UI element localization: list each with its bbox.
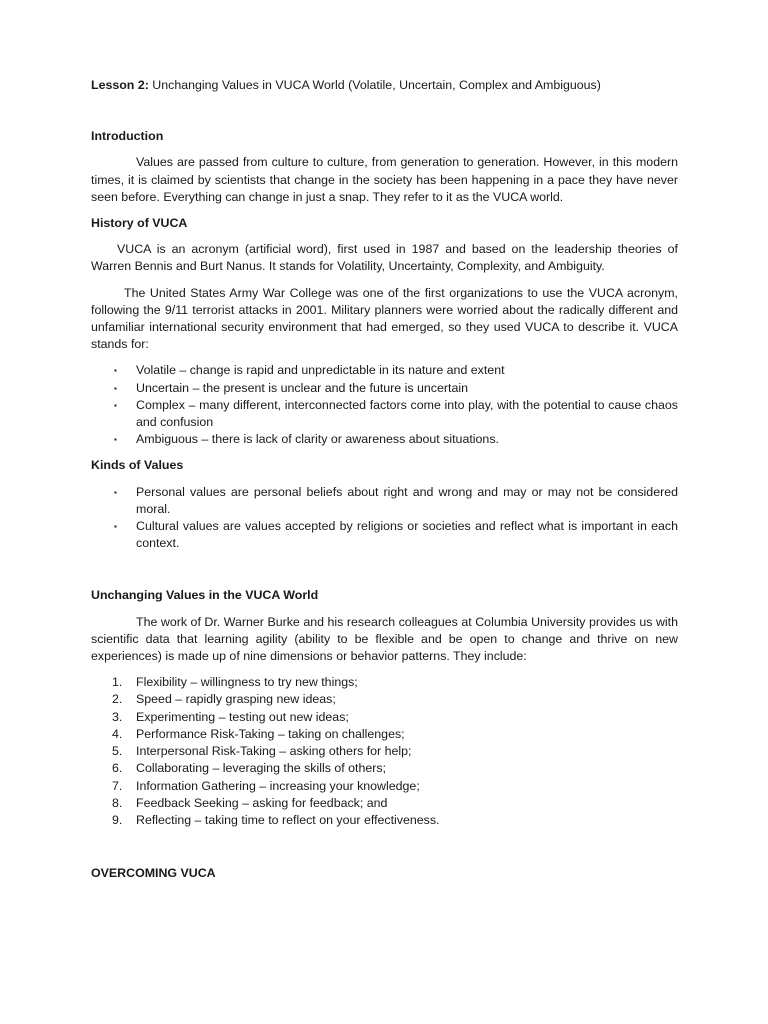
list-item [91,380,678,397]
history-heading: History of VUCA [91,216,188,231]
list-item-number: 9. [112,812,123,827]
list-item-number: 8. [112,795,123,810]
list-item [91,518,678,552]
list-item-text: Complex – many different, interconnected factors come into play, with the potential to cause chaos and confusion [136,397,678,430]
history-paragraph-2: The United States Army War College was one of the first organizations to use the VUCA acronym, following the 9/11 terrorist attacks in 2001. Military planners were worried about the radically different and unfamiliar international security environment that had emerged, so they used VUCA to describe it. VUCA stands for: [91,285,678,352]
lesson-title-text: Unchanging Values in VUCA World (Volatile, Uncertain, Complex and Ambiguous) [148,78,601,92]
list-item-text: Performance Risk-Taking – taking on challenges; [136,726,405,741]
list-item-number: 6. [112,761,123,776]
list-item [91,778,678,795]
list-item [91,431,678,448]
bullet-icon: ▪ [114,522,117,532]
history-paragraph-1: VUCA is an acronym (artificial word), first used in 1987 and based on the leadership theories of Warren Bennis and Burt Nanus. It stands for Volatility, Uncertainty, Complexity, and Ambiguity. [91,242,678,274]
list-item-text: Volatile – change is rapid and unpredictable in its nature and extent [136,363,505,378]
kinds-heading: Kinds of Values [91,458,184,473]
bullet-icon: ▪ [114,383,117,393]
list-item-text: Feedback Seeking – asking for feedback; and [136,795,388,810]
list-item [91,397,678,431]
introduction-paragraph: Values are passed from culture to culture, from generation to generation. However, in this modern times, it is claimed by scientists that change in the society has been happening in a pace they have never seen before. Everything can change in just a snap. They refer to it as the VUCA world. [91,155,678,204]
list-item [91,484,678,518]
list-item-text: Ambiguous – there is lack of clarity or awareness about situations. [136,432,499,447]
kinds-list [91,484,678,553]
introduction-heading: Introduction [91,129,164,144]
unchanging-paragraph: The work of Dr. Warner Burke and his research colleagues at Columbia University provides us with scientific data that learning agility (ability to be flexible and be open to change and thrive on new experiences) is made up of nine dimensions or behavior patterns. They include: [91,614,678,664]
list-item [91,743,678,760]
overcoming-heading: OVERCOMING VUCA [91,866,216,881]
list-item-text: Personal values are personal beliefs about right and wrong and may or may not be considered moral. [136,484,678,516]
list-item-text: Speed – rapidly grasping new ideas; [136,692,336,707]
list-item-text: Cultural values are values accepted by religions or societies and reflect what is important in each context. [136,519,678,551]
list-item [91,812,678,829]
list-item [91,362,678,379]
list-item-text: Uncertain – the present is unclear and the future is uncertain [136,380,468,395]
list-item-text: Reflecting – taking time to reflect on your effectiveness. [136,812,440,827]
unchanging-heading: Unchanging Values in the VUCA World [91,588,319,603]
list-item-text: Information Gathering – increasing your knowledge; [136,778,420,793]
lesson-title [91,77,678,94]
list-item [91,709,678,726]
list-item-text: Experimenting – testing out new ideas; [136,709,349,724]
list-item-number: 2. [112,692,123,707]
list-item-text: Flexibility – willingness to try new things; [136,675,358,690]
list-item [91,795,678,812]
bullet-icon: ▪ [114,487,117,497]
list-item-text: Interpersonal Risk-Taking – asking others for help; [136,744,412,759]
bullet-icon: ▪ [114,366,117,376]
list-item [91,691,678,708]
dimensions-list [91,674,678,829]
list-item [91,674,678,691]
list-item-number: 7. [112,778,123,793]
list-item-text: Collaborating – leveraging the skills of others; [136,761,387,776]
list-item [91,726,678,743]
list-item-number: 5. [112,744,123,759]
bullet-icon: ▪ [114,400,117,410]
list-item-number: 4. [112,726,123,741]
list-item-number: 1. [112,675,123,690]
list-item [91,760,678,777]
lesson-label: Lesson 2: [91,78,149,92]
vuca-list [91,362,678,448]
list-item-number: 3. [112,709,123,724]
bullet-icon: ▪ [114,435,117,445]
